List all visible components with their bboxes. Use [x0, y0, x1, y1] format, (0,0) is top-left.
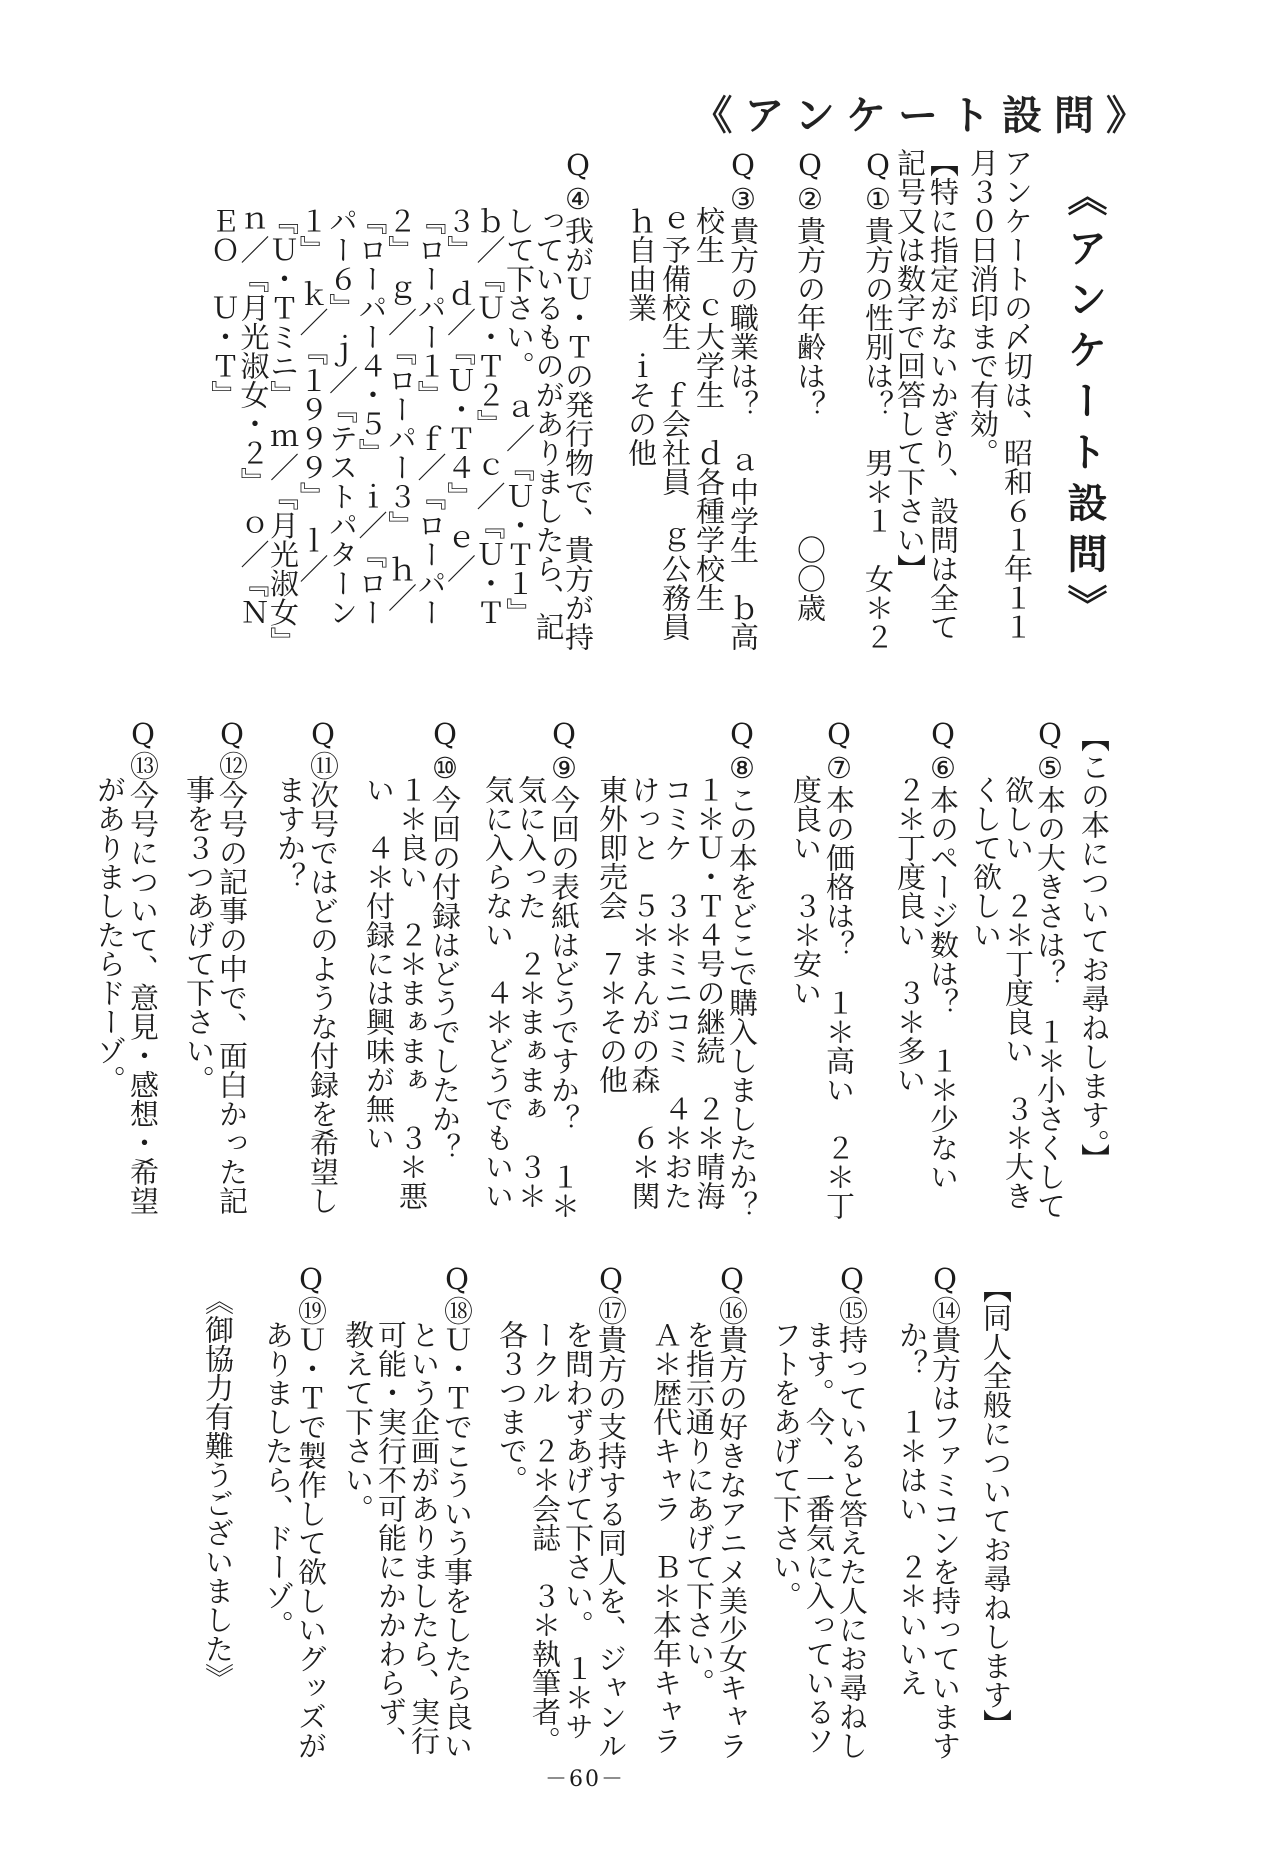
text-line: 事を３つあげて下さい。: [182, 775, 216, 1094]
question-19: [261, 1262, 327, 1760]
page-number: －60－: [545, 1767, 625, 1792]
text-line: という企画がありましたら、実行: [407, 1320, 441, 1755]
question-13: [93, 717, 159, 1215]
text-line: ｅ予備校生 ｆ会社員 ｇ公務員: [658, 206, 692, 641]
text-line: Q⑬今号について、意見・感想・希望: [126, 717, 160, 1215]
page-header-title: 《アンケート設問》: [692, 92, 1158, 139]
text-line: Q④我がＵ・Ｔの発行物で、貴方が持: [561, 148, 595, 651]
text-line: ｎ／『月光淑女・２』 ｏ／『Ｎ: [236, 206, 271, 627]
question-16: [649, 1262, 748, 1760]
survey-title-vertical: 《アンケート設問》: [1061, 176, 1108, 635]
text-line: ｈ自由業 ｉその他: [624, 206, 658, 467]
text-line: フトをあげて下さい。: [769, 1320, 803, 1610]
question-10: [362, 717, 461, 1210]
question-8: [596, 717, 759, 1220]
deadline-notice: [966, 148, 1034, 641]
question-6: [893, 717, 959, 1191]
text-line: ２＊丁度良い ３＊多い: [893, 775, 927, 1094]
question-1: [861, 148, 894, 651]
question-4: [209, 148, 593, 656]
text-line: 校生 ｃ大学生 ｄ各種学校生: [692, 206, 726, 612]
section-heading-book: 【この本についてお尋ねします。】: [1077, 723, 1111, 1173]
text-line: Q⑤本の大きさは？ １＊小さくして: [1033, 717, 1067, 1220]
question-12: [182, 717, 248, 1215]
text-line: Q⑭貴方はファミコンを持っています: [928, 1262, 962, 1760]
text-line: アンケートの〆切は、昭和６１年１１: [1000, 148, 1034, 641]
text-line: 『Ｕ・Ｔミニ』 ｍ／『月光淑女』: [266, 206, 300, 656]
text-line: 気に入らない ４＊どうでもいい: [481, 775, 515, 1210]
text-line: Q②貴方の年齢は？ 〇〇歳: [793, 148, 827, 622]
text-line: Q⑪次号ではどのような付録を希望し: [306, 717, 340, 1215]
text-line: 気に入った ２＊まぁまぁ ３＊: [514, 775, 548, 1210]
question-14: [895, 1262, 961, 1760]
question-5: [970, 717, 1066, 1220]
question-11: [273, 717, 339, 1215]
text-line: ありましたら、ドーゾ。: [261, 1320, 295, 1639]
text-line: 記号又は数字で回答して下さい】: [893, 148, 927, 583]
text-line: Q⑱Ｕ・Ｔでこういう事をしたら良い: [440, 1262, 474, 1760]
text-line: １＊Ｕ・Ｔ４号の継続 ２＊晴海: [692, 775, 727, 1210]
text-line: Q⑩今回の付録はどうでしたか？: [428, 717, 462, 1162]
closing-thanks: 《御協力有難うございました》: [201, 1286, 235, 1692]
text-line: Q⑨今回の表紙はどうですか？ １＊: [547, 717, 581, 1220]
text-line: １＊良い ２＊まぁまぁ ３＊悪: [395, 775, 429, 1210]
text-line: けっと ５＊まんがの森 ６＊関: [627, 775, 662, 1210]
text-line: １』 ｋ／『１９９９』 ｌ／: [295, 206, 330, 583]
text-line: ますか？: [273, 775, 307, 891]
text-line: ３』 ｄ／『Ｕ・Ｔ４』 ｅ／: [443, 206, 477, 583]
text-line: 『ローパー４・５』 ｉ／『ロー: [354, 206, 389, 627]
text-line: Q⑫今号の記事の中で、面白かった記: [215, 717, 249, 1215]
text-line: か？ １＊はい ２＊いいえ: [895, 1320, 929, 1697]
text-line: ｂ／『Ｕ・Ｔ２』 ｃ／『Ｕ・Ｔ: [472, 206, 507, 627]
text-line: 欲しい ２＊丁度良い ３＊大き: [1001, 775, 1035, 1210]
text-line: っているものがありましたら、記: [531, 206, 566, 641]
text-line: ます。今、一番気に入っているソ: [802, 1320, 836, 1755]
text-line: Q①貴方の性別は？ 男＊１ 女＊２: [861, 148, 895, 651]
text-line: 【特に指定がないかぎり、設問は全て: [926, 148, 960, 641]
text-line: ２』 ｇ／『ローパー３』 ｈ／: [384, 206, 418, 612]
text-line: い ４＊付録には興味が無い: [362, 775, 396, 1152]
text-line: Q⑥本のページ数は？ １＊少ない: [926, 717, 960, 1191]
text-line: Q⑰貴方の支持する同人を、ジャンル: [594, 1262, 628, 1760]
text-line: を問わずあげて下さい。 １＊サ: [561, 1320, 595, 1741]
question-2: [793, 148, 826, 622]
question-17: [495, 1262, 627, 1760]
text-line: Q⑯貴方の好きなアニメ美少女キャラ: [715, 1262, 749, 1760]
question-3: [624, 148, 760, 651]
text-line: コミケ ３＊ミニコミ ４＊おた: [660, 775, 694, 1210]
text-line: 月３０日消印まで有効。: [966, 148, 1000, 467]
text-line: を指示通りにあげて下さい。: [682, 1320, 716, 1697]
text-line: 可能・実行不可能にかかわらず、: [374, 1320, 408, 1755]
question-15: [769, 1262, 868, 1760]
text-line: 教えて下さい。: [341, 1320, 375, 1523]
text-line: して下さい。 ａ／『Ｕ・Ｔ１』: [502, 206, 536, 627]
text-line: 度良い ３＊安い: [789, 775, 823, 1007]
question-18: [341, 1262, 473, 1760]
section-heading-doujin: 【同人全般についてお尋ねします】: [979, 1274, 1013, 1738]
text-line: ークル ２＊会誌 ３＊執筆者。: [528, 1320, 562, 1755]
text-line: Q③貴方の職業は？ ａ中学生 ｂ高: [726, 148, 760, 651]
text-line: 各３つまで。: [495, 1320, 529, 1494]
text-line: 『ローパー１』 ｆ／『ローパー: [413, 206, 448, 627]
text-line: ＥＯ Ｕ・Ｔ』: [207, 206, 241, 409]
text-line: Q⑦本の価格は？ １＊高い ２＊丁: [822, 717, 856, 1220]
text-line: Ａ＊歴代キャラ Ｂ＊本年キャラ: [649, 1320, 683, 1755]
text-line: パー６』 ｊ／『テストパターン: [325, 206, 359, 627]
text-line: 東外即売会 ７＊その他: [595, 775, 629, 1094]
question-7: [789, 717, 855, 1220]
question-9: [481, 717, 580, 1220]
text-line: Q⑲Ｕ・Ｔで製作して欲しいグッズが: [294, 1262, 328, 1760]
text-line: くして欲しい: [969, 775, 1003, 949]
text-line: Q⑧この本をどこで購入しましたか？: [725, 717, 759, 1220]
text-line: Q⑮持っていると答えた人にお尋ねし: [835, 1262, 869, 1760]
instructions-notice: [893, 148, 959, 641]
text-line: がありましたらドーゾ。: [93, 775, 127, 1094]
